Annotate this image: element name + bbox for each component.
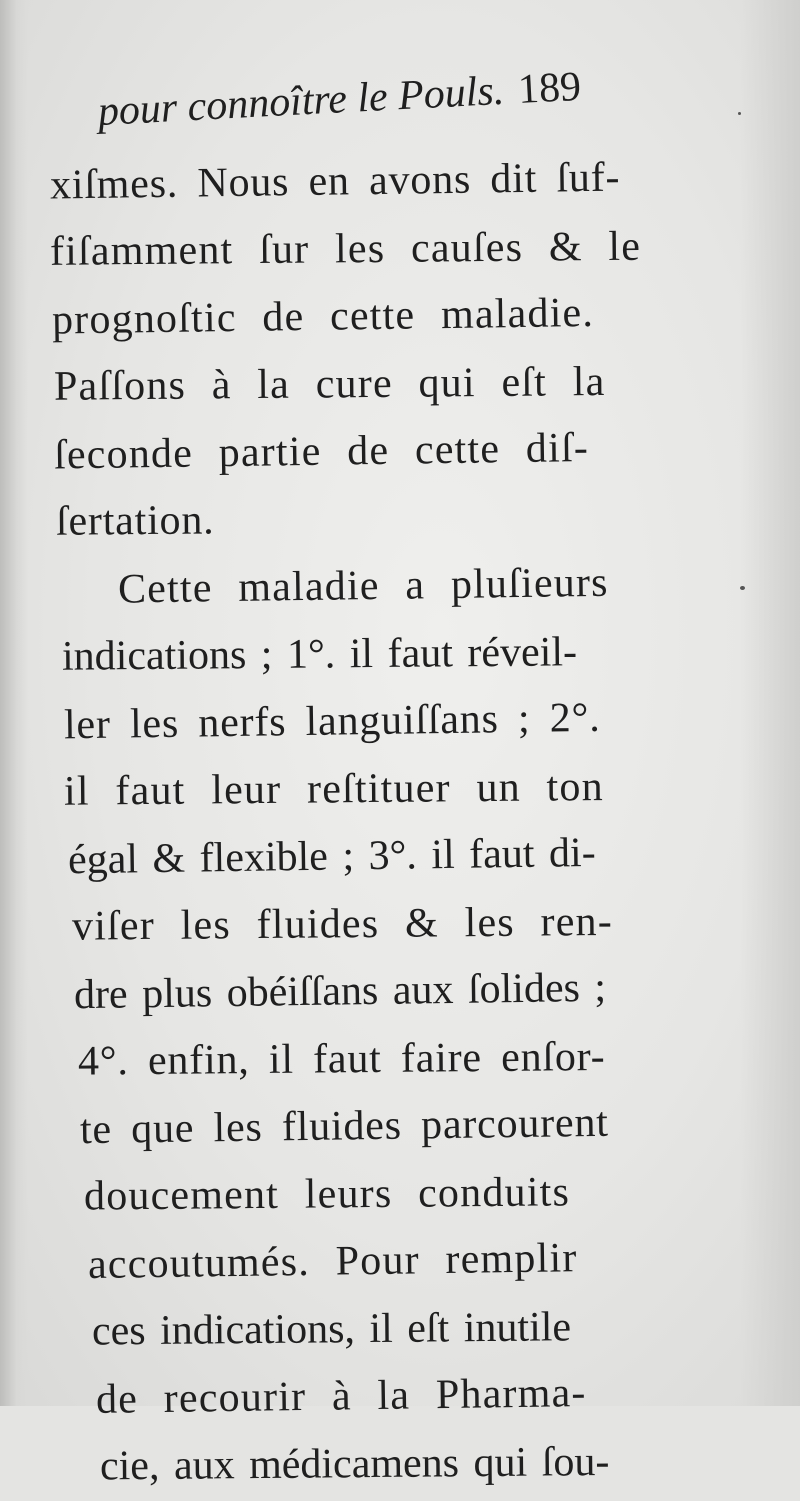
text-line: ler les nerfs languiſſans ; 2°.	[63, 694, 601, 749]
running-head-title: pour connoître le Pouls.	[96, 67, 506, 136]
text-line: ces indications, il eſt inutile	[91, 1303, 572, 1354]
text-line: il faut leur reſtituer un ton	[63, 763, 605, 815]
text-line: Paſſons à la cure qui eſt la	[53, 358, 606, 410]
text-line: égal & flexible ; 3°. il faut di-	[67, 829, 596, 884]
text-line: viſer les fluides & les ren-	[71, 898, 614, 950]
page-gutter-shadow	[0, 0, 28, 1406]
text-line: te que les fluides parcourent	[79, 1099, 609, 1154]
text-line: accoutumés. Pour remplir	[87, 1235, 578, 1289]
running-head	[96, 43, 659, 152]
text-line: ſertation.	[55, 496, 215, 545]
text-line: 4°. enfin, il faut faire enſor-	[77, 1033, 606, 1085]
ink-speck	[738, 112, 741, 115]
ink-speck	[740, 586, 745, 590]
page-edge-shadow	[740, 0, 800, 1406]
text-line: prognoſtic de cette maladie.	[51, 289, 595, 344]
text-line: dre plus obéiſſans aux ſolides ;	[73, 964, 607, 1019]
text-line: ſeconde partie de cette diſ-	[53, 425, 590, 479]
text-line: doucement leurs conduits	[83, 1168, 571, 1220]
text-line paragraph-start: Cette maladie a pluſieurs	[117, 559, 609, 613]
text-line: de recourir à la Pharma-	[95, 1370, 587, 1423]
text-line: cie, aux médicamens qui ſou-	[99, 1438, 610, 1489]
page-number: 189	[516, 63, 583, 114]
body-text	[50, 148, 700, 1498]
text-line: fiſamment ſur les cauſes & le	[49, 223, 642, 275]
text-line: indications ; 1°. il faut réveil-	[61, 628, 578, 680]
text-line: xiſmes. Nous en avons dit ſuf-	[49, 154, 621, 209]
